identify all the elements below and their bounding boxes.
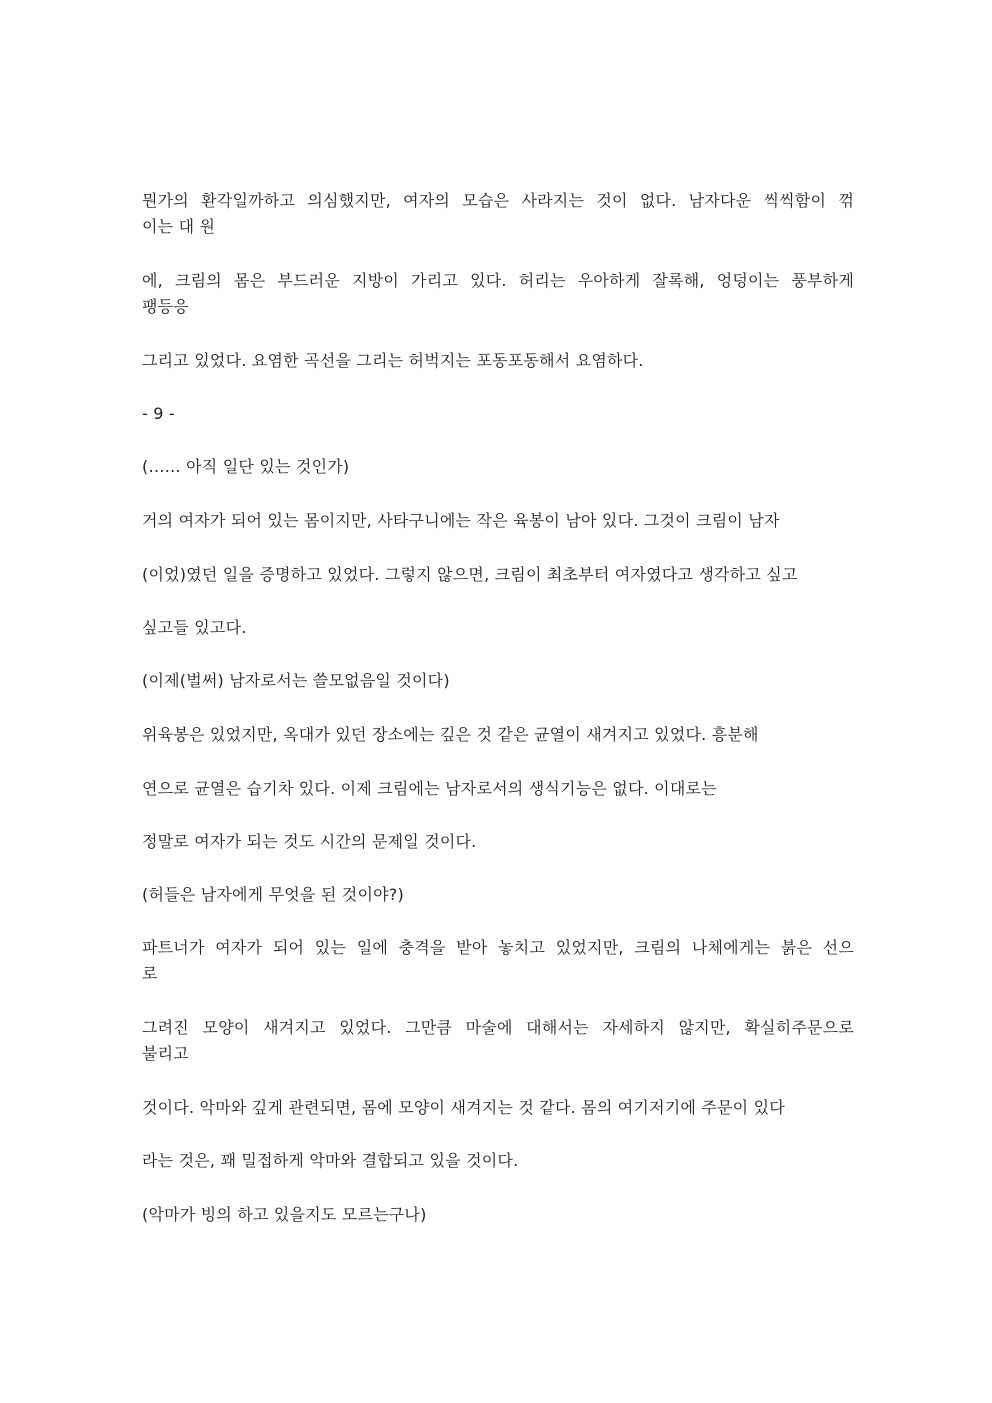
text-line: 이는 대 원 [142,217,216,236]
paragraph-17 [142,1148,854,1174]
text-line: - 9 - [142,404,175,423]
text-line: 거의 여자가 되어 있는 몸이지만, 사타구니에는 작은 육봉이 남아 있다. 그것이 크림이 남자 [142,511,780,530]
paragraph-7 [142,562,854,588]
text-line: (이었)였던 일을 증명하고 있었다. 그렇지 않으면, 크림이 최초부터 여자였다고 생각하고 싶고 [142,565,798,584]
text-line: 연으로 균열은 습기차 있다. 이제 크림에는 남자로서의 생식기능은 없다. 이대로는 [142,779,717,798]
text-line: (이제(벌써) 남자로서는 쓸모없음일 것이다) [142,671,450,690]
text-line: 싶고들 있고다. [142,618,247,637]
text-line: 파트너가 여자가 되어 있는 일에 충격을 받아 놓치고 있었지만, 크림의 나체에게는 붉은 선으 [142,938,854,957]
text-line: (허들은 남자에게 무엇을 된 것이야?) [142,885,404,904]
paragraph-14 [142,935,854,987]
page-number [142,401,854,427]
paragraph-1 [142,188,854,240]
text-line: 에, 크림의 몸은 부드러운 지방이 가리고 있다. 허리는 우아하게 잘록해, 엉덩이는 풍부하게 [142,271,854,290]
text-line: 팽등응 [142,297,189,316]
text-line: 불리고 [142,1044,189,1063]
text-line: 그리고 있었다. 요염한 곡선을 그리는 허벅지는 포동포동해서 요염하다. [142,351,644,370]
paragraph-9 [142,668,854,694]
text-line: 로 [142,964,158,983]
text-line: (…… 아직 일단 있는 것인가) [142,457,350,476]
paragraph-5 [142,454,854,480]
paragraph-13 [142,882,854,908]
paragraph-2 [142,268,854,320]
text-line: 그려진 모양이 새겨지고 있었다. 그만큼 마술에 대해서는 자세하지 않지만, 확실히주문으로 [142,1018,854,1037]
text-line: (악마가 빙의 하고 있을지도 모르는구나) [142,1205,427,1224]
paragraph-3 [142,348,854,374]
text-line: 뭔가의 환각일까하고 의심했지만, 여자의 모습은 사라지는 것이 없다. 남자다운 씩씩함이 꺾 [142,191,854,210]
text-line: 것이다. 악마와 깊게 관련되면, 몸에 모양이 새겨지는 것 같다. 몸의 여기저기에 주문이 있다 [142,1098,785,1117]
text-line: 라는 것은, 꽤 밀접하게 악마와 결합되고 있을 것이다. [142,1151,519,1170]
paragraph-15 [142,1015,854,1067]
text-line: 정말로 여자가 되는 것도 시간의 문제일 것이다. [142,832,477,851]
paragraph-6 [142,508,854,534]
paragraph-11 [142,776,854,802]
paragraph-10 [142,722,854,748]
paragraph-8 [142,615,854,641]
paragraph-18 [142,1202,854,1228]
paragraph-12 [142,829,854,855]
paragraph-16 [142,1095,854,1121]
text-line: 위육봉은 있었지만, 옥대가 있던 장소에는 깊은 것 같은 균열이 새겨지고 있었다. 흥분해 [142,725,759,744]
